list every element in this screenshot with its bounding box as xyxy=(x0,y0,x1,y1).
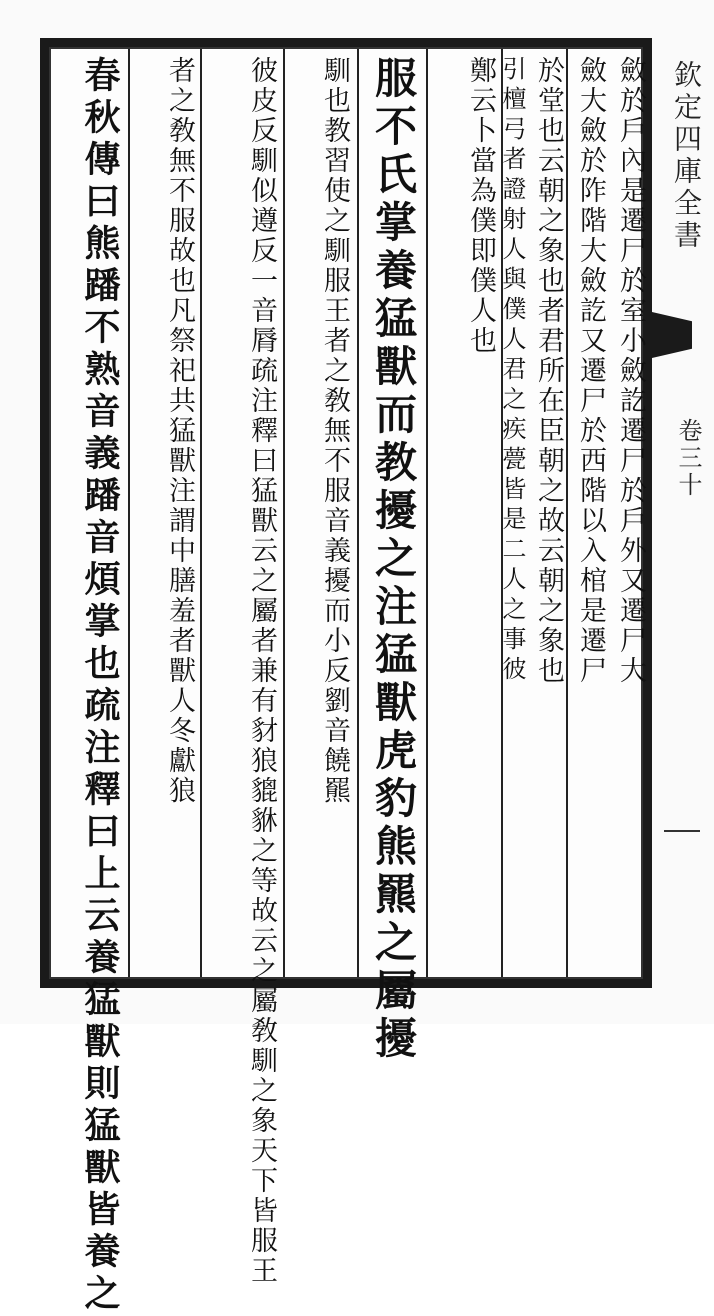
text-column-6: 服不氏掌養猛獸而教擾之注猛獸虎豹熊羆之屬擾 xyxy=(369,56,418,1064)
column-rule xyxy=(200,49,202,977)
margin-tick xyxy=(664,830,700,832)
book-title: 欽定四庫全書 xyxy=(670,60,703,252)
volume-label: 卷三十 xyxy=(674,418,702,499)
page-tab-notch xyxy=(652,312,692,358)
column-rule xyxy=(128,49,130,977)
text-column-5: 鄭云卜當為僕即僕人也 xyxy=(465,56,496,356)
column-rule xyxy=(426,49,428,977)
text-column-7: 馴也教習使之馴服王者之敎無不服音義擾而小反劉音饒羆 xyxy=(319,56,350,806)
column-rule xyxy=(566,49,568,977)
text-column-9: 者之敎無不服故也凡祭祀共猛獸注謂中膳羞者獸人冬獻狼 xyxy=(164,56,195,806)
column-rule xyxy=(357,49,359,977)
text-column-10: 春秋傳曰熊蹯不熟音義蹯音煩掌也疏注釋曰上云養猛獸則猛獸皆養之 xyxy=(79,56,121,1316)
column-rule xyxy=(283,49,285,977)
text-column-4: 引檀弓者證射人與僕人君之疾甍皆是二人之事彼 xyxy=(498,56,526,686)
text-column-1: 斂於戶內是遷尸於室小斂訖遷尸於戶外又遷尸大 xyxy=(615,56,646,686)
text-column-3: 於堂也云朝之象也者君所在臣朝之故云朝之象也 xyxy=(533,56,564,686)
text-column-2: 斂大斂於阼階大斂訖又遷尸於西階以入棺是遷尸 xyxy=(575,56,606,686)
text-column-8: 彼皮反馴似遵反一音脣疏注釋曰猛獸云之屬者兼有豺狼貔貅之等故云之屬敎馴之象天下皆服王 xyxy=(246,56,277,1286)
